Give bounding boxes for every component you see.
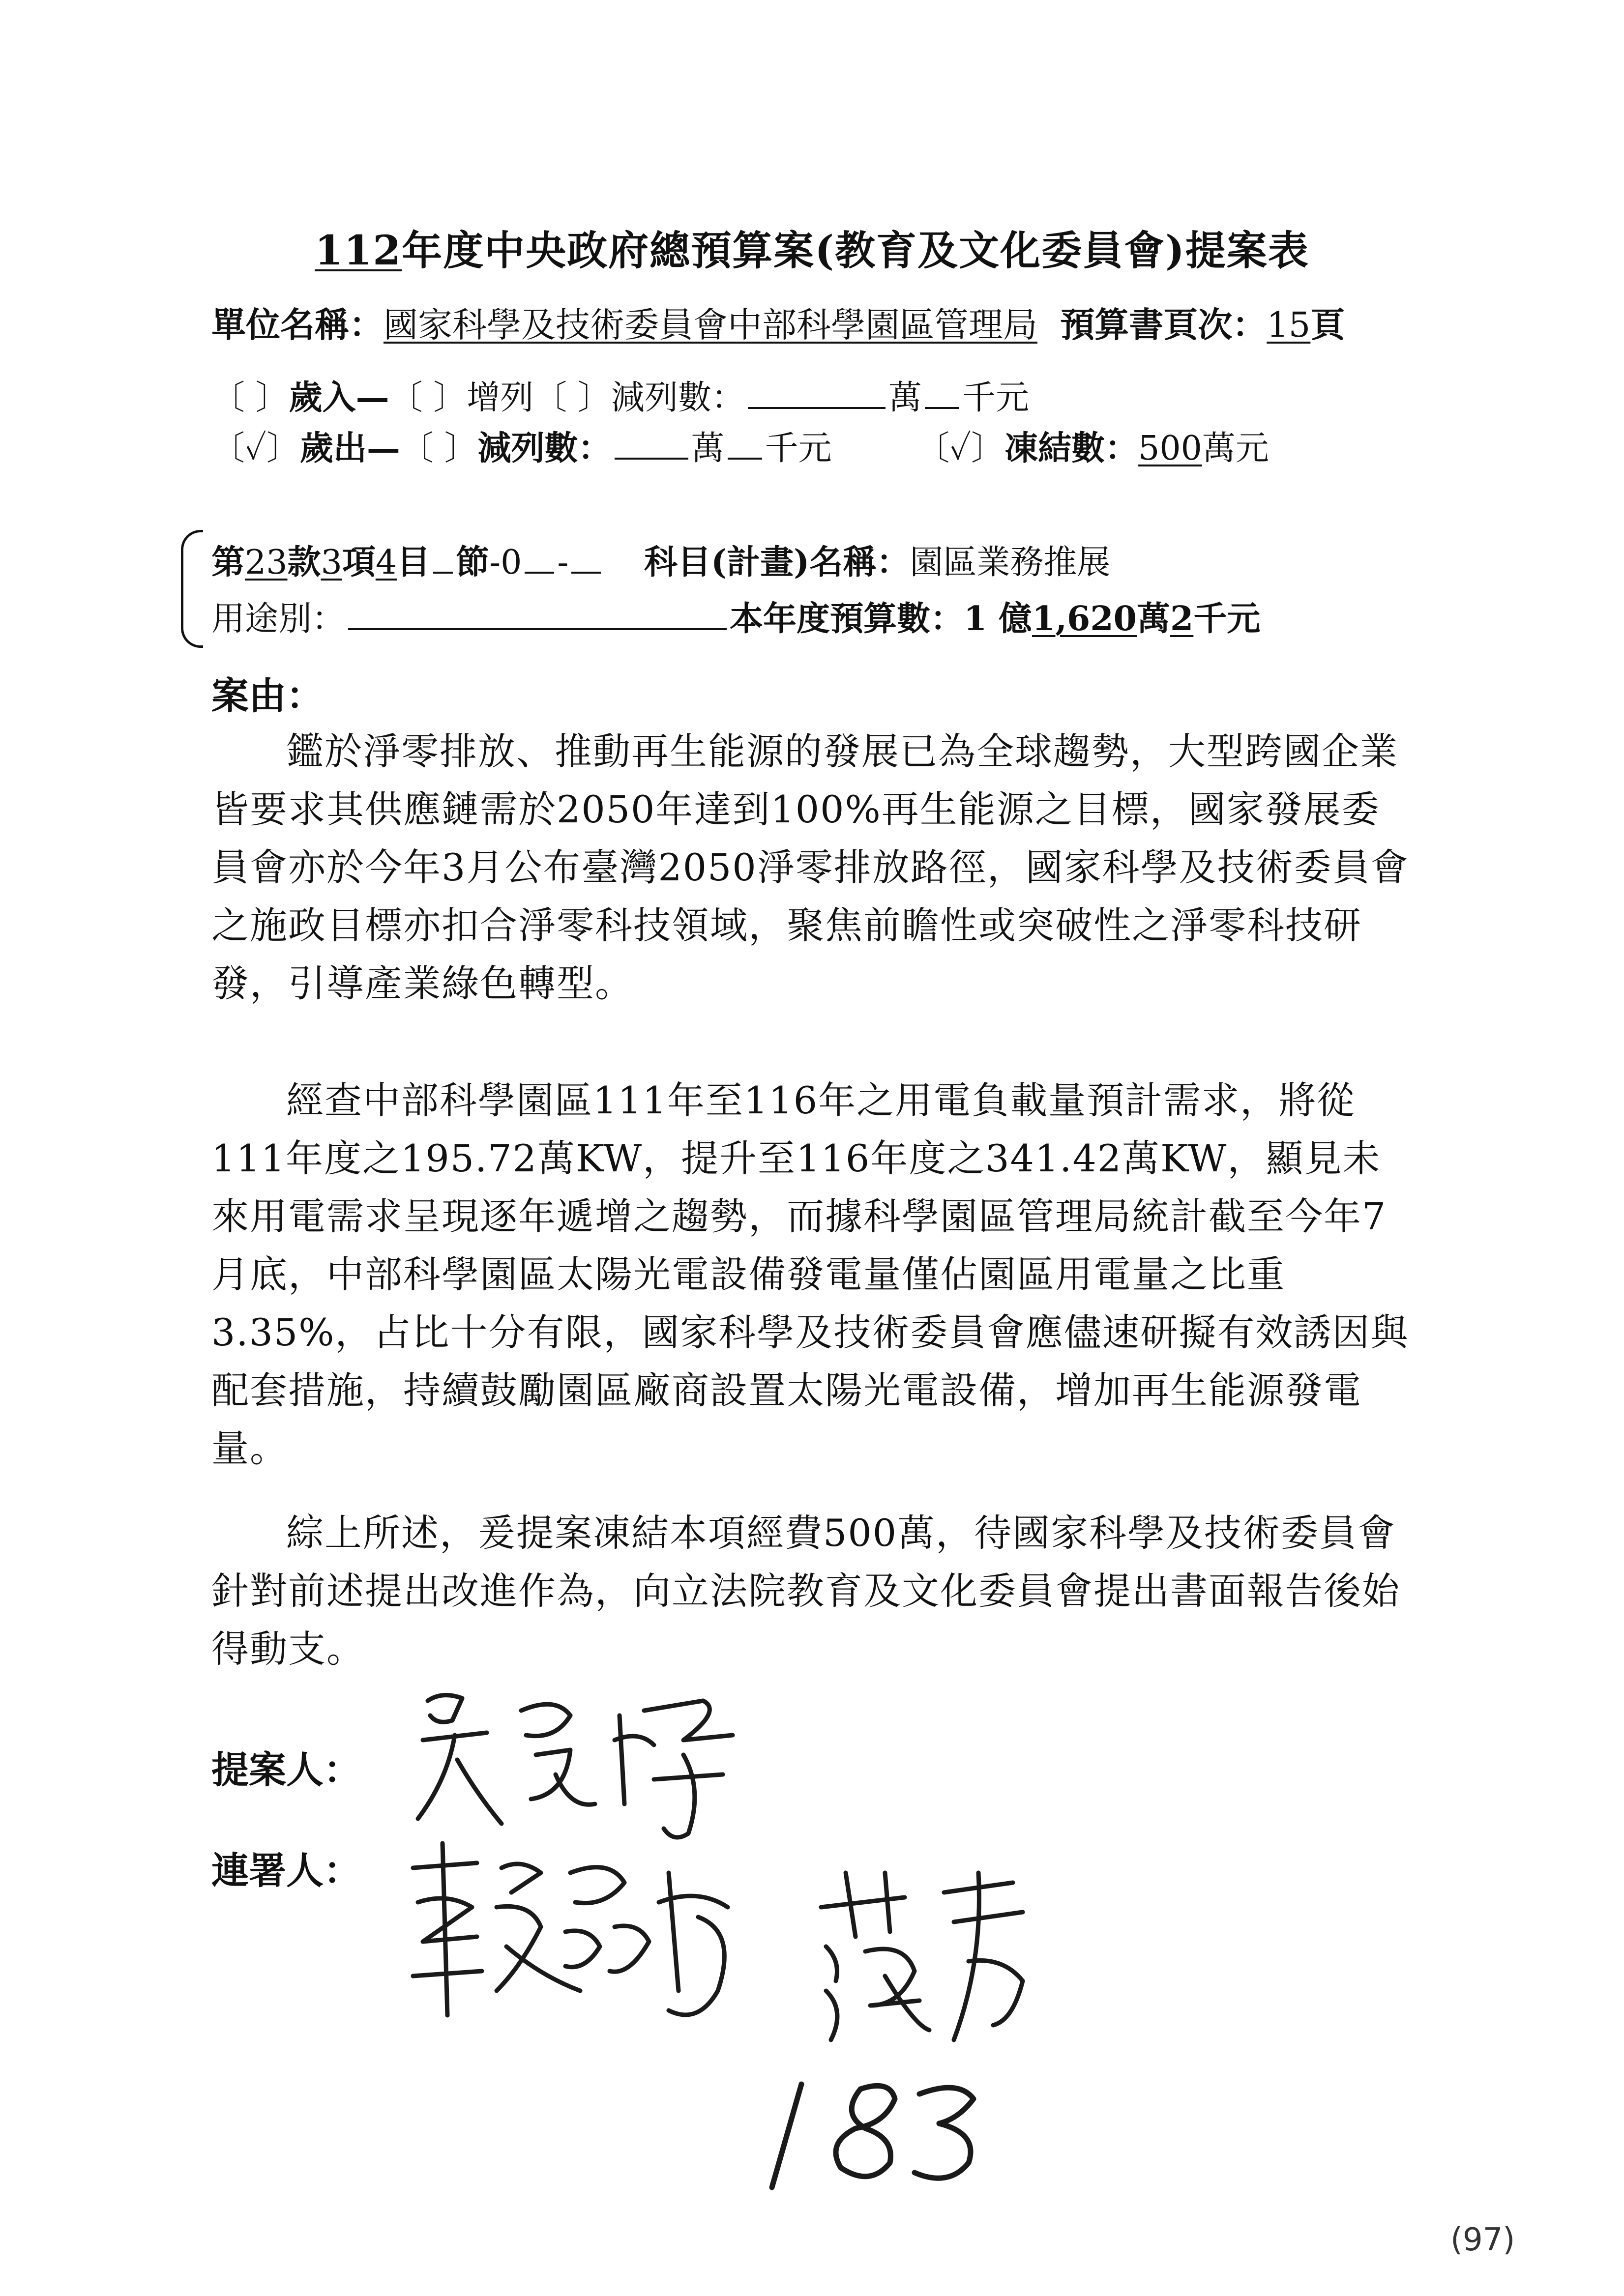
budget-label: 本年度預算數： [730, 599, 964, 639]
purpose-label: 用途別： [211, 600, 346, 639]
freeze-value: 500 [1138, 429, 1202, 468]
page-suffix: 頁 [1310, 304, 1345, 345]
revenue-decrease-checkbox: 〔 〕 [533, 378, 611, 417]
kuan-number: 23 [245, 543, 288, 582]
title-text: 年度中央政府總預算案(教育及文化委員會)提案表 [402, 227, 1309, 274]
revenue-row [211, 371, 1029, 419]
item-code: -0 [489, 543, 522, 582]
reason-paragraph-3 [211, 1504, 1411, 1678]
expense-wan-blank [615, 429, 688, 460]
purpose-row [211, 592, 1260, 640]
freeze-label: 凍結數： [1004, 429, 1139, 468]
title-year: 112 [315, 227, 402, 274]
item-brace [181, 530, 203, 648]
expense-row [211, 422, 1269, 469]
freeze-unit: 萬元 [1202, 429, 1269, 468]
corner-number: (97) [1450, 2222, 1515, 2258]
xiang-label: 項 [342, 543, 376, 582]
revenue-checkbox: 〔 〕 [211, 378, 289, 417]
revenue-wan: 萬 [888, 378, 922, 417]
reason-paragraph-2 [211, 1072, 1411, 1478]
unit-row [211, 297, 1345, 347]
unit-label: 單位名稱： [211, 304, 384, 345]
budget-wan-value: 1,620 [1032, 599, 1137, 639]
budget-prefix: 1 億 [964, 599, 1033, 639]
page-title [0, 219, 1624, 276]
di-label: 第 [211, 543, 245, 582]
code-blank-2 [571, 543, 601, 574]
revenue-increase-checkbox: 〔 〕 [389, 378, 467, 417]
expense-qian: 千元 [765, 429, 832, 468]
item-row [211, 536, 1110, 583]
freeze-checkbox: 〔✓〕 [916, 429, 1005, 468]
jie-blank [433, 543, 453, 574]
revenue-decrease-label: 減列數： [611, 378, 745, 417]
subject-label: 科目(計畫)名稱： [644, 543, 910, 582]
page-label: 預算書頁次： [1060, 304, 1267, 345]
expense-decrease-label: 減列數： [477, 429, 612, 468]
budget-qian-value: 2 [1170, 599, 1194, 639]
mu-label: 目 [397, 543, 431, 582]
reason-heading: 案由： [211, 674, 324, 718]
cosigner-signature-1 [393, 1829, 777, 2084]
expense-label: 歲出— [299, 429, 400, 468]
revenue-qian-blank [925, 378, 959, 409]
proposer-label: 提案人： [211, 1748, 361, 1792]
expense-checkbox: 〔✓〕 [211, 429, 300, 468]
code-blank-1 [525, 543, 554, 574]
paragraph-text: 經查中部科學園區111年至116年之用電負載量預計需求，將從111年度之195.72萬KW，提升至116年度之341.42萬KW，顯見未來用電需求呈現逐年遞增之趨勢，而據科學園區管理局統計截至今年7月底，中部科學園區太陽光電設備發電量僅佔園區用電量之比重3.35%，占比十分有限，國家科學及技術委員會應儘速研擬有效誘因與配套措施，持續鼓勵園區廠商設置太陽光電設備，增加再生能源發電量。 [211, 1078, 1409, 1470]
cosigner-label: 連署人： [211, 1849, 361, 1892]
revenue-wan-blank [748, 378, 886, 409]
jie-label: 節 [456, 543, 490, 582]
expense-qian-blank [728, 429, 762, 460]
handwritten-page-number [762, 2069, 988, 2197]
cosigner-signature-2 [806, 1863, 1042, 2060]
expense-decrease-checkbox: 〔 〕 [400, 429, 478, 468]
paragraph-text: 綜上所述，爰提案凍結本項經費500萬，待國家科學及技術委員會針對前述提出改進作為，向立法院教育及文化委員會提出書面報告後始得動支。 [211, 1511, 1400, 1671]
expense-wan: 萬 [691, 429, 725, 468]
revenue-label: 歲入— [289, 378, 389, 417]
kuan-label: 款 [287, 543, 321, 582]
proposer-signature [408, 1681, 752, 1843]
page-value: 15 [1267, 305, 1311, 345]
subject-value: 園區業務推展 [910, 543, 1111, 582]
item-dash: - [557, 543, 569, 582]
budget-wan-unit: 萬 [1136, 599, 1170, 639]
unit-value: 國家科學及技術委員會中部科學園區管理局 [384, 305, 1037, 345]
revenue-increase-label: 增列 [467, 378, 534, 417]
purpose-blank [348, 600, 727, 630]
revenue-qian: 千元 [962, 378, 1029, 417]
reason-paragraph-1 [211, 723, 1411, 1013]
mu-number: 4 [375, 543, 397, 582]
paragraph-text: 鑑於淨零排放、推動再生能源的發展已為全球趨勢，大型跨國企業皆要求其供應鏈需於2050年達到100%再生能源之目標，國家發展委員會亦於今年3月公布臺灣2050淨零排放路徑，國家科學及技術委員會之施政目標亦扣合淨零科技領域，聚焦前瞻性或突破性之淨零科技研發，引導產業綠色轉型。 [211, 729, 1409, 1005]
budget-qian-unit: 千元 [1193, 599, 1261, 639]
xiang-number: 3 [321, 543, 342, 582]
